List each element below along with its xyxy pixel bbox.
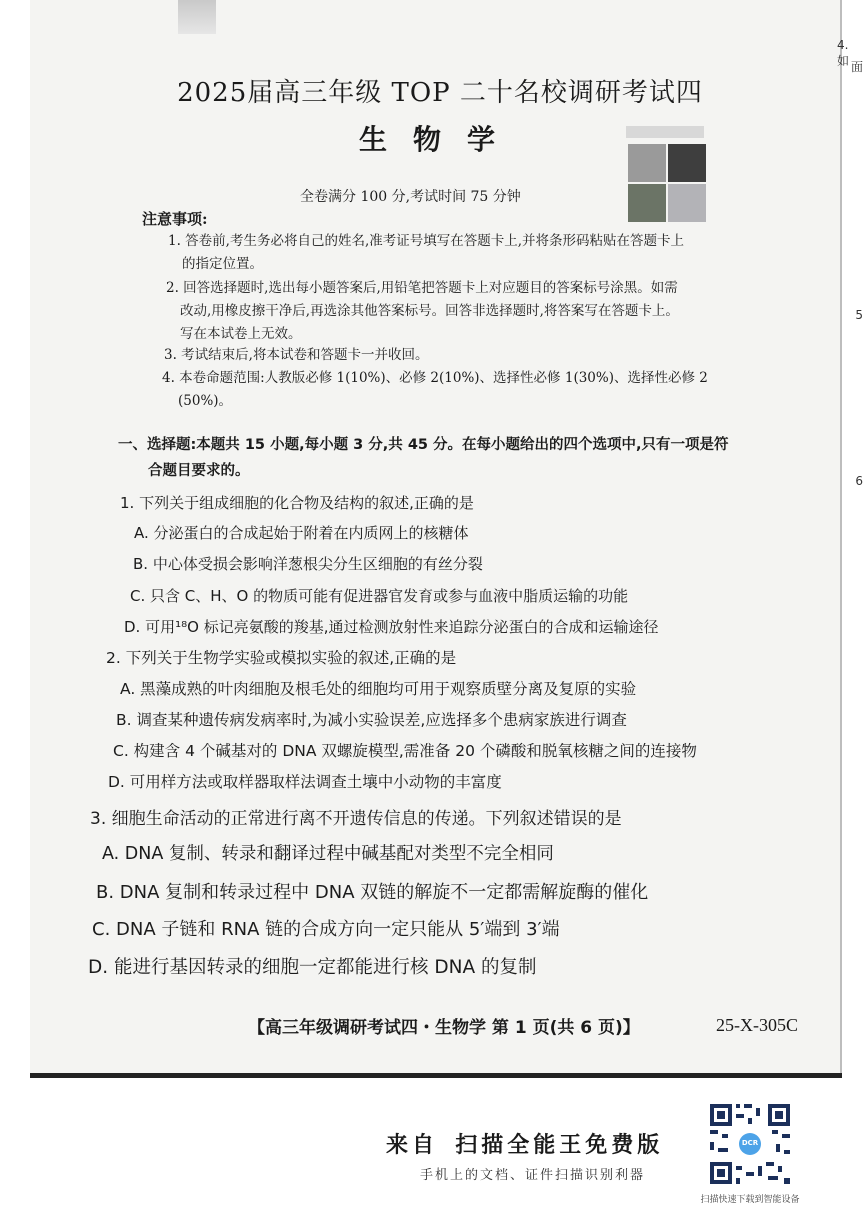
question-1-option-a: A. 分泌蛋白的合成起始于附着在内质网上的核糖体	[134, 524, 469, 542]
note-line: 改动,用橡皮擦干净后,再选涂其他答案标号。回答非选择题时,将答案写在答题卡上。	[180, 303, 679, 319]
edge-mark: 6	[855, 474, 863, 488]
scan-artifact	[178, 0, 216, 34]
edge-mark: 面	[850, 60, 863, 74]
page-bottom-edge	[30, 1073, 842, 1078]
note-line: 的指定位置。	[182, 256, 263, 272]
question-2-option-b: B. 调查某种遗传病发病率时,为减小实验误差,应选择多个患病家族进行调查	[116, 711, 627, 729]
note-line: (50%)。	[178, 393, 233, 409]
question-1-option-d: D. 可用¹⁸O 标记亮氨酸的羧基,通过检测放射性来追踪分泌蛋白的合成和运输途径	[124, 618, 659, 636]
question-2-option-d: D. 可用样方法或取样器取样法调查土壤中小动物的丰富度	[108, 773, 502, 791]
question-2-option-a: A. 黑藻成熟的叶肉细胞及根毛处的细胞均可用于观察质壁分离及复原的实验	[120, 680, 637, 698]
question-1-option-b: B. 中心体受损会影响洋葱根尖分生区细胞的有丝分裂	[133, 555, 483, 573]
question-3-stem: 3. 细胞生命活动的正常进行离不开遗传信息的传递。下列叙述错误的是	[90, 809, 622, 829]
qr-logo: DCR	[741, 1139, 759, 1147]
score-time-line: 全卷满分 100 分,考试时间 75 分钟	[300, 189, 521, 205]
question-2-stem: 2. 下列关于生物学实验或模拟实验的叙述,正确的是	[106, 649, 457, 667]
question-3-option-a: A. DNA 复制、转录和翻译过程中碱基配对类型不完全相同	[102, 844, 554, 864]
subject-title: 生物学	[358, 123, 521, 156]
note-line: 3. 考试结束后,将本试卷和答题卡一并收回。	[164, 347, 429, 363]
page-footer: 【高三年级调研考试四・生物学 第 1 页(共 6 页)】	[248, 1018, 640, 1038]
scanner-tagline: 手机上的文档、证件扫描识别利器	[420, 1168, 646, 1183]
note-line: 2. 回答选择题时,选出每小题答案后,用铅笔把答题卡上对应题目的答案标号涂黑。如需	[166, 280, 678, 296]
question-3-option-b: B. DNA 复制和转录过程中 DNA 双链的解旋不一定都需解旋酶的催化	[96, 882, 649, 903]
exam-title: 2025届高三年级 TOP 二十名校调研考试四	[177, 78, 703, 108]
note-line: 4. 本卷命题范围:人教版必修 1(10%)、必修 2(10%)、选择性必修 1(30%)、选择性必修 2	[162, 370, 708, 386]
question-1-option-c: C. 只含 C、H、O 的物质可能有促进器官发育或参与血液中脂质运输的功能	[130, 587, 629, 605]
qr-caption: 扫描快速下载到智能设备	[700, 1195, 800, 1205]
question-1-stem: 1. 下列关于组成细胞的化合物及结构的叙述,正确的是	[120, 494, 474, 512]
section-heading: 一、选择题:本题共 15 小题,每小题 3 分,共 45 分。在每小题给出的四个选项中,只有一项是符 合题目要求的。	[118, 437, 729, 480]
note-line: 1. 答卷前,考生务必将自己的姓名,准考证号填写在答题卡上,并将条形码粘贴在答题卡上	[168, 233, 685, 249]
exam-code: 25-X-305C	[716, 1015, 798, 1035]
scanner-watermark: 来自 扫描全能王免费版	[386, 1133, 664, 1158]
question-2-option-c: C. 构建含 4 个碱基对的 DNA 双螺旋模型,需准备 20 个磷酸和脱氧核糖之间的连接物	[113, 742, 697, 760]
qr-code[interactable]	[706, 1100, 794, 1188]
question-3-option-c: C. DNA 子链和 RNA 链的合成方向一定只能从 5′端到 3′端	[92, 919, 560, 940]
edge-mark: 5	[855, 308, 863, 322]
note-line: 写在本试卷上无效。	[180, 326, 302, 342]
question-3-option-d: D. 能进行基因转录的细胞一定都能进行核 DNA 的复制	[88, 957, 537, 978]
adjacent-page-edge	[837, 0, 867, 1075]
notes-heading: 注意事项:	[142, 210, 208, 228]
blurred-photo	[626, 126, 708, 222]
edge-mark: 4. 如	[837, 38, 850, 68]
